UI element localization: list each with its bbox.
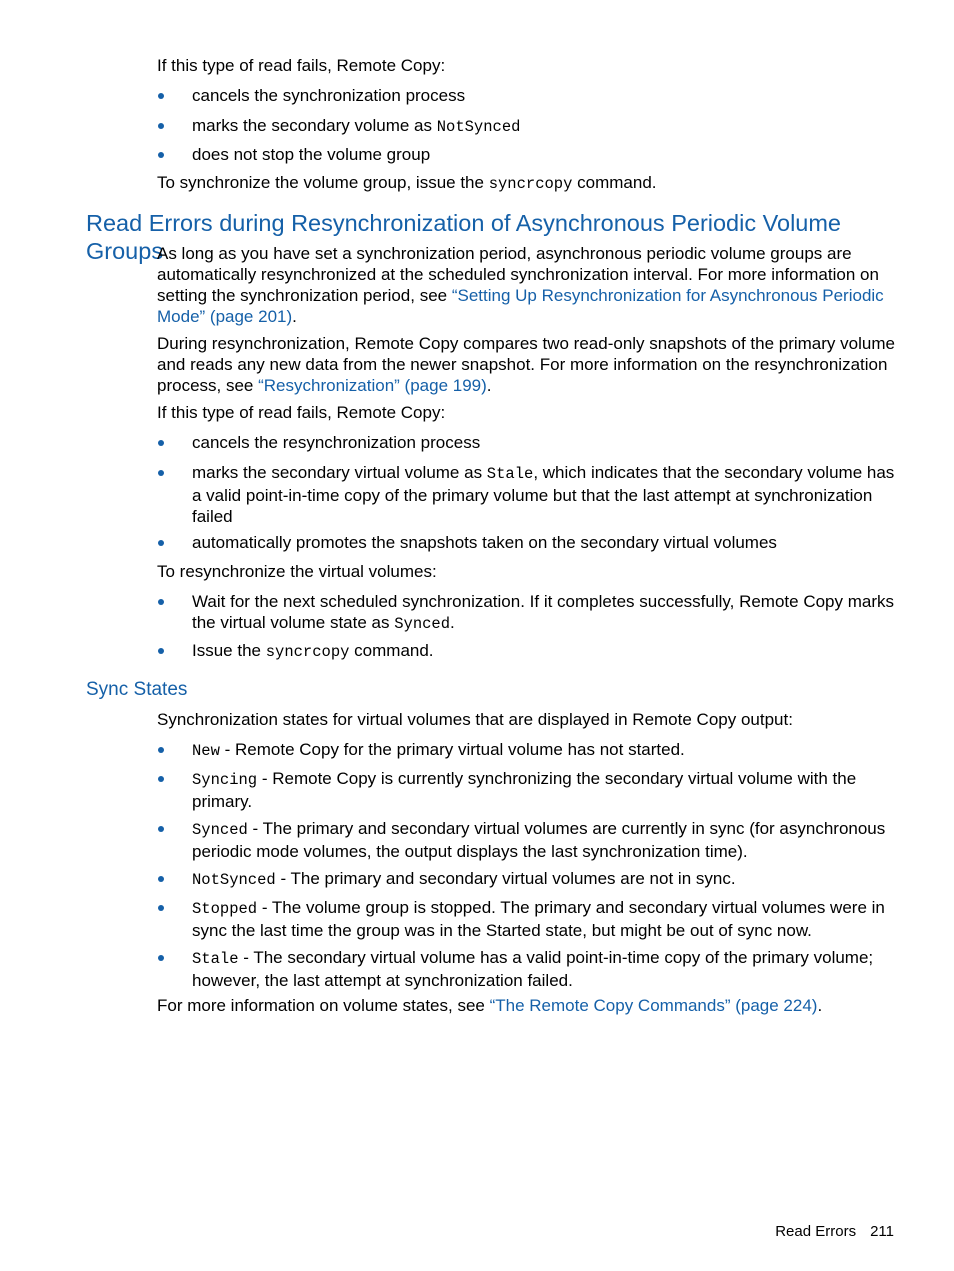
bullet-text xyxy=(192,818,902,862)
state-description: - The primary and secondary virtual volumes are not in sync. xyxy=(275,869,736,888)
code-syncing: Syncing xyxy=(192,771,258,789)
code-stale: Stale xyxy=(192,950,239,968)
bullet-icon xyxy=(158,93,164,99)
bullet-text xyxy=(192,462,902,527)
code-stale: Stale xyxy=(486,465,534,483)
bullet-icon xyxy=(158,648,164,654)
bullet-text-suffix: command. xyxy=(349,641,434,660)
sync-states-more-info xyxy=(157,995,902,1016)
paragraph-text: As long as you have set a synchronization period, asynchronous periodic volume groups are automatically resynchronized at the scheduled synchronization interval. For more information on setting the synchronization period, see xyxy=(157,244,879,305)
bullet-text xyxy=(192,947,902,991)
resync-lead: To resynchronize the virtual volumes: xyxy=(157,562,437,581)
bullet-text-prefix: Wait for the next scheduled synchronization. If it completes successfully, Remote Copy marks the virtual volume state as xyxy=(192,592,895,632)
bullet-text-prefix: marks the secondary virtual volume as xyxy=(192,463,487,482)
bullet-text xyxy=(192,768,902,812)
bullet-text-suffix: , which indicates that the secondary volume has a valid point-in-time copy of the primary volume but that the last attempt at synchronization failed xyxy=(192,463,895,526)
bullet-icon xyxy=(158,599,164,605)
paragraph-text: During resynchronization, Remote Copy compares two read-only snapshots of the primary volume and reads any new data from the newer snapshot. For more information on the resynchronization process, see xyxy=(157,334,895,395)
text-end: . xyxy=(817,996,823,1015)
bullet-icon xyxy=(158,776,164,782)
intro-lead: If this type of read fails, Remote Copy: xyxy=(157,56,446,75)
text-prefix: To synchronize the volume group, issue the xyxy=(157,173,489,192)
bullet-text-suffix: . xyxy=(450,613,455,632)
bullet-icon xyxy=(158,152,164,158)
link-remote-copy-commands[interactable]: “The Remote Copy Commands” (page 224) xyxy=(489,996,818,1015)
bullet-icon xyxy=(158,905,164,911)
intro-sync-instruction xyxy=(157,172,902,195)
section-paragraph-1 xyxy=(157,243,902,327)
section-lead: If this type of read fails, Remote Copy: xyxy=(157,403,446,422)
sync-states-lead: Synchronization states for virtual volumes that are displayed in Remote Copy output: xyxy=(157,710,793,729)
section-paragraph-2 xyxy=(157,333,902,396)
bullet-text: automatically promotes the snapshots taken on the secondary virtual volumes xyxy=(192,533,777,552)
bullet-text: cancels the synchronization process xyxy=(192,86,466,105)
state-description: - The primary and secondary virtual volumes are currently in sync (for asynchronous periodic mode volumes, the output displays the last synchronization time). xyxy=(192,819,886,861)
paragraph-end: . xyxy=(292,307,297,326)
bullet-text-prefix: Issue the xyxy=(192,641,266,660)
bullet-icon xyxy=(158,876,164,882)
text-suffix: command. xyxy=(572,173,657,192)
bullet-icon xyxy=(158,826,164,832)
code-synced: Synced xyxy=(192,821,248,839)
bullet-text-prefix: marks the secondary volume as xyxy=(192,116,437,135)
code-syncrcopy: syncrcopy xyxy=(488,175,573,193)
code-notsynced: NotSynced xyxy=(192,871,276,889)
bullet-text xyxy=(192,591,902,635)
bullet-text: does not stop the volume group xyxy=(192,145,431,164)
footer-page-number: 211 xyxy=(870,1223,894,1240)
state-description: - The volume group is stopped. The primary and secondary virtual volumes were in sync the last time the group was in the Started state, but might be out of sync now. xyxy=(192,898,885,940)
link-resynchronization[interactable]: “Resychronization” (page 199) xyxy=(258,376,487,395)
code-notsynced: NotSynced xyxy=(436,118,521,136)
bullet-icon xyxy=(158,123,164,129)
bullet-text xyxy=(192,868,902,891)
paragraph-end: . xyxy=(486,376,492,395)
code-stopped: Stopped xyxy=(192,900,258,918)
bullet-text xyxy=(192,640,902,663)
bullet-text xyxy=(192,897,902,941)
bullet-icon xyxy=(158,540,164,546)
state-description: - The secondary virtual volume has a valid point-in-time copy of the primary volume; however, the last attempt at synchronization failed. xyxy=(192,948,874,990)
text-prefix: For more information on volume states, see xyxy=(157,996,490,1015)
bullet-text xyxy=(192,115,902,138)
subsection-heading: Sync States xyxy=(86,679,188,700)
bullet-icon xyxy=(158,955,164,961)
bullet-icon xyxy=(158,440,164,446)
bullet-icon xyxy=(158,747,164,753)
code-new: New xyxy=(192,742,220,760)
state-description: - Remote Copy for the primary virtual volume has not started. xyxy=(219,740,685,759)
link-setting-up-resync[interactable]: “Setting Up Resynchronization for Asynchronous Periodic Mode” (page 201) xyxy=(157,286,884,326)
footer-section-title: Read Errors xyxy=(775,1223,857,1240)
state-description: - Remote Copy is currently synchronizing the secondary virtual volume with the primary. xyxy=(192,769,857,811)
code-synced: Synced xyxy=(394,615,451,633)
bullet-text: cancels the resynchronization process xyxy=(192,433,481,452)
code-syncrcopy: syncrcopy xyxy=(265,643,350,661)
section-heading: Read Errors during Resynchronization of Asynchronous Periodic Volume Groups xyxy=(86,210,842,264)
bullet-text xyxy=(192,739,902,762)
bullet-icon xyxy=(158,470,164,476)
page-footer xyxy=(775,1222,894,1242)
